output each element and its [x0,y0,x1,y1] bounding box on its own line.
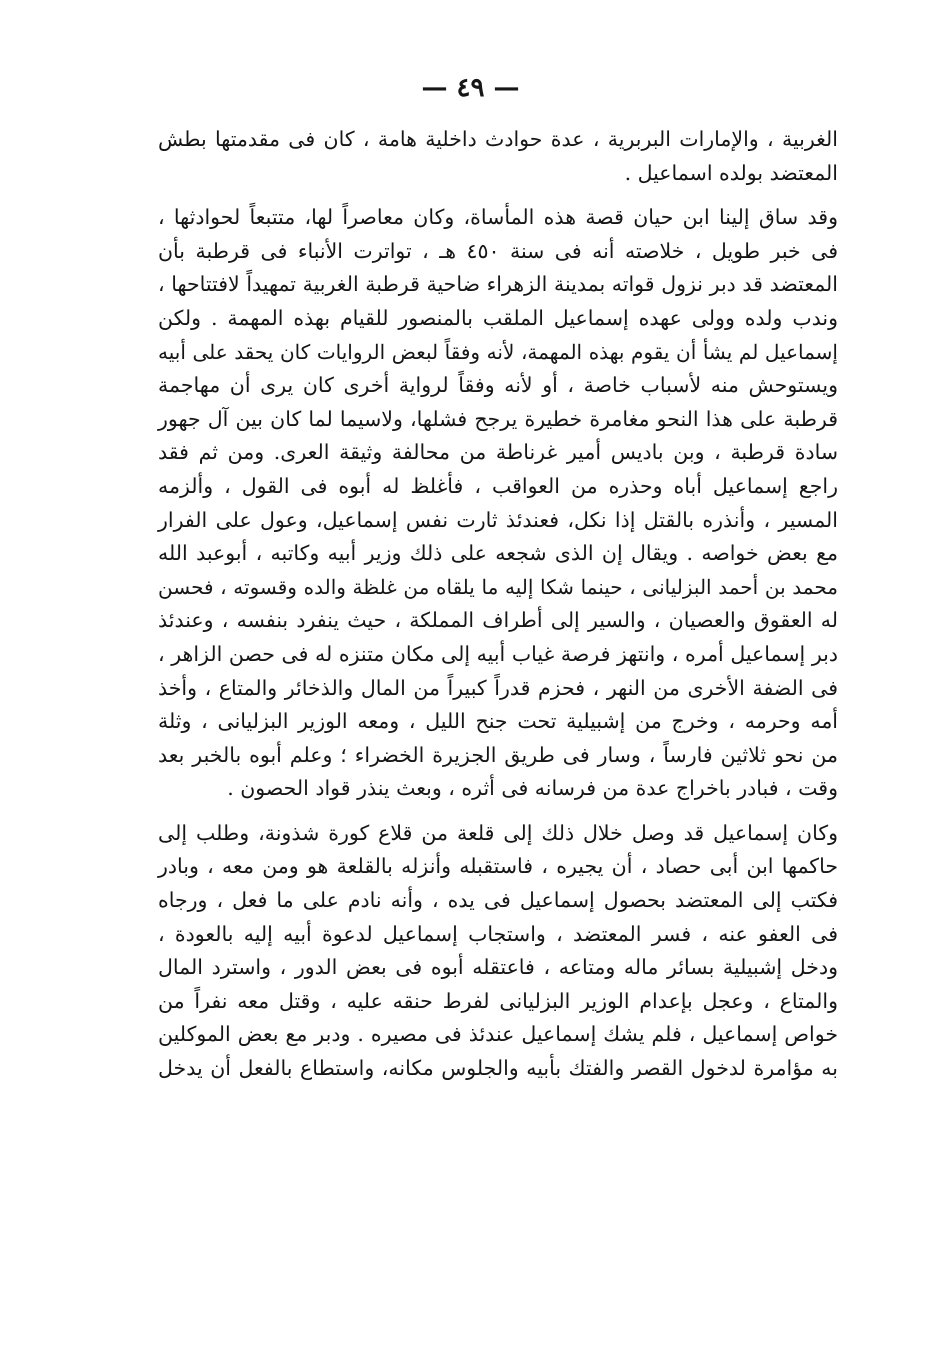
text-line: فكتب إلى المعتضد بحصول إسماعيل فى يده ، وأنه نادم على ما فعل ، ورجاه [158,888,838,913]
text-line: خواص إسماعيل ، فلم يشك إسماعيل عندئذ فى مصيره . ودبر مع بعض الموكلين [158,1022,838,1047]
page-number: — ٤٩ — [421,73,520,103]
text-line: المعتضد بولده اسماعيل . [624,160,838,185]
text-line: المسير ، وأنذره بالقتل إذا نكل، فعندئذ ثارت نفس إسماعيل، وعول على الفرار [158,507,838,532]
text-line: ويستوحش منه لأسباب خاصة ، أو لأنه وفقاً لرواية أخرى كان يرى أن مهاجمة [158,373,838,398]
text-line: فى خبر طويل ، خلاصته أنه فى سنة ٤٥٠ هـ ، تواترت الأنباء فى قرطبة بأن [158,238,839,263]
text-line: دبر إسماعيل أمره ، وانتهز فرصة غياب أبيه إلى مكان متنزه له فى حصن الزاهر ، [158,641,838,666]
paragraph-2 [158,201,838,806]
text-line: حاكمها ابن أبى حصاد ، أن يجيره ، فاستقبله وأنزله بالقلعة هو ومن معه ، وبادر [158,854,838,879]
text-line: الغربية ، والإمارات البربرية ، عدة حوادث داخلية هامة ، كان فى مقدمتها بطش [158,127,838,151]
text-line: والمتاع ، وعجل بإعدام الوزير البزليانى لفرط حنقه عليه ، وقتل معه نفراً من [158,988,838,1013]
paragraph-1 [158,123,838,190]
text-line: مع بعض خواصه . ويقال إن الذى شجعه على ذلك وزير أبيه وكاتبه ، أبوعبد الله [158,541,838,566]
text-line: إسماعيل لم يشأ أن يقوم بهذه المهمة، لأنه وفقاً لبعض الروايات كان يحقد على أبيه [158,339,838,364]
text-line: وكان إسماعيل قد وصل خلال ذلك إلى قلعة من قلاع كورة شذونة، وطلب إلى [158,820,838,845]
text-line: سادة قرطبة ، وبن باديس أمير غرناطة من محالفة وثيقة العرى. ومن ثم فقد [158,440,838,465]
text-line: فى الضفة الأخرى من النهر ، فحزم قدراً كبيراً من المال والذخائر والمتاع ، وأخذ [158,675,838,700]
text-line: من نحو ثلاثين فارساً ، وسار فى طريق الجزيرة الخضراء ؛ وعلم أبوه بالخبر بعد [158,742,838,767]
text-line: راجع إسماعيل أباه وحذره من العواقب ، فأغلظ له أبوه فى القول ، وألزمه [158,473,838,498]
text-line: وقد ساق إلينا ابن حيان قصة هذه المأساة، وكان معاصراً لها، متتبعاً لحوادثها ، [158,205,838,230]
paragraph-3 [158,817,838,1086]
text-line: وقت ، فبادر باخراج عدة من فرسانه فى أثره ، وبعث ينذر قواد الحصون . [227,776,838,801]
text-line: به مؤامرة لدخول القصر والفتك بأبيه والجلوس مكانه، واستطاع بالفعل أن يدخل [158,1056,838,1081]
text-line: وندب ولده وولى عهده إسماعيل الملقب بالمنصور للقيام بهذه المهمة . ولكن [158,305,838,330]
text-line: قرطبة على هذا النحو مغامرة خطيرة يرجح فشلها، ولاسيما لما كان بين آل جهور [158,406,838,431]
text-line: المعتضد قد دبر نزول قواته بمدينة الزهراء ضاحية قرطبة الغربية تمهيداً لافتتاحها ، [158,272,838,297]
text-line: أمه وحرمه ، وخرج من إشبيلية تحت جنح الليل ، ومعه الوزير البزليانى ، وثلة [158,709,838,734]
text-line: ودخل إشبيلية بسائر ماله ومتاعه ، فاعتقله أبوه فى بعض الدور ، واسترد المال [158,955,838,980]
text-line: فى العفو عنه ، فسر المعتضد ، واستجاب إسماعيل لدعوة أبيه إليه بالعودة ، [158,921,838,946]
body-text [158,123,838,1086]
text-line: له العقوق والعصيان ، والسير إلى أطراف المملكة ، حيث ينفرد بنفسه ، وعندئذ [158,608,838,633]
text-line: محمد بن أحمد البزليانى ، حينما شكا إليه ما يلقاه من غلظة والده وقسوته ، فحسن [158,574,838,599]
